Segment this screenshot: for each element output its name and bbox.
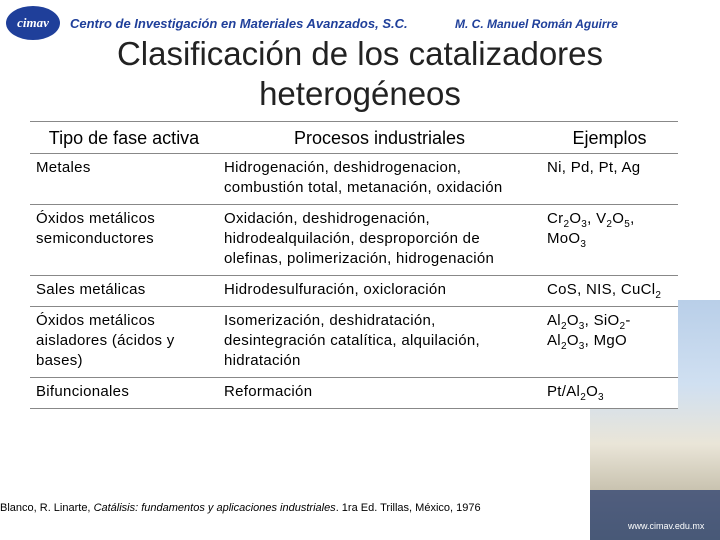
- cell-type: Óxidos metálicos aisladores (ácidos y bases): [30, 307, 218, 378]
- cell-examples: $Al_2O_3$, $SiO_2-Al_2O_3$, MgO: [541, 307, 678, 378]
- table-row: [30, 276, 678, 307]
- cimav-logo: cimav: [6, 6, 60, 40]
- subscript: 2: [563, 219, 570, 230]
- cell-examples: CoS, NIS, CuCl$_2$: [541, 276, 678, 307]
- table-row: [30, 154, 678, 205]
- author-name: M. C. Manuel Román Aguirre: [455, 17, 618, 31]
- header-type: Tipo de fase activa: [30, 122, 218, 154]
- subscript: 2: [606, 219, 613, 230]
- reference-details: . 1ra Ed. Trillas, México, 1976: [335, 502, 481, 514]
- reference-book: Catálisis: fundamentos y aplicaciones industriales: [93, 502, 336, 514]
- photo-footer-bar: [590, 490, 720, 540]
- cell-examples: Ni, Pd, Pt, Ag: [541, 154, 678, 205]
- reference-authors: Blanco, R. Linarte,: [0, 502, 94, 514]
- cell-process: Hidrogenación, deshidrogenacion, combustión total, metanación, oxidación: [218, 154, 541, 205]
- subscript: 3: [578, 321, 585, 332]
- subscript: 2: [560, 341, 567, 352]
- subscript: 2: [580, 392, 587, 403]
- header-examples: Ejemplos: [541, 122, 678, 154]
- cell-type: Sales metálicas: [30, 276, 218, 307]
- cell-type: Bifuncionales: [30, 378, 218, 409]
- cell-examples: $Cr_2O_3$, $V_2O_5$, MoO$_3$: [541, 205, 678, 276]
- footer-url: www.cimav.edu.mx: [628, 521, 705, 531]
- cell-type: Metales: [30, 154, 218, 205]
- table-row: [30, 378, 678, 409]
- table-row: [30, 205, 678, 276]
- cell-process: Hidrodesulfuración, oxicloración: [218, 276, 541, 307]
- cell-process: Oxidación, deshidrogenación, hidrodealquilación, desproporción de olefinas, polimerización, hidrogenación: [218, 205, 541, 276]
- table-row: [30, 307, 678, 378]
- cell-process: Isomerización, deshidratación, desintegración catalítica, alquilación, hidratación: [218, 307, 541, 378]
- cell-examples: $Pt/Al_2O_3$: [541, 378, 678, 409]
- catalyst-table: [30, 121, 678, 409]
- cell-type: Óxidos metálicos semiconductores: [30, 205, 218, 276]
- subscript: 5: [624, 219, 631, 230]
- header-process: Procesos industriales: [218, 122, 541, 154]
- reference-citation: [0, 502, 481, 514]
- cell-process: Reformación: [218, 378, 541, 409]
- center-name: Centro de Investigación en Materiales Avanzados, S.C.: [70, 16, 408, 31]
- title-line-1: Clasificación de los catalizadores: [116, 35, 604, 72]
- subscript: 2: [655, 290, 662, 301]
- subscript: 3: [581, 219, 588, 230]
- subscript: 3: [580, 239, 587, 250]
- subscript: 3: [578, 341, 585, 352]
- title-line-2: heterogéneos: [259, 75, 461, 112]
- subscript: 3: [598, 392, 604, 403]
- page-title: [60, 34, 660, 114]
- subscript: 2: [619, 321, 626, 332]
- subscript: 2: [560, 321, 567, 332]
- table-header-row: [30, 122, 678, 154]
